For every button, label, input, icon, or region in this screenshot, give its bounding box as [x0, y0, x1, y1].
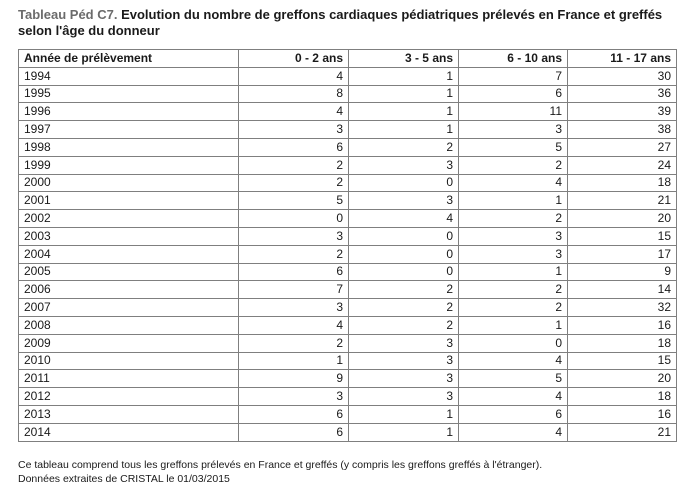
cell-11-17: 18 — [568, 334, 677, 352]
cell-0-2: 3 — [239, 227, 349, 245]
cell-3-5: 1 — [349, 103, 459, 121]
cell-6-10: 6 — [459, 405, 568, 423]
cell-3-5: 1 — [349, 405, 459, 423]
cell-0-2: 3 — [239, 299, 349, 317]
cell-11-17: 24 — [568, 156, 677, 174]
cell-11-17: 18 — [568, 388, 677, 406]
cell-11-17: 30 — [568, 67, 677, 85]
table-row — [19, 227, 677, 245]
cell-6-10: 11 — [459, 103, 568, 121]
cell-year: 2014 — [19, 423, 239, 441]
cell-3-5: 3 — [349, 352, 459, 370]
cell-6-10: 2 — [459, 156, 568, 174]
table-row — [19, 210, 677, 228]
cell-6-10: 2 — [459, 210, 568, 228]
cell-6-10: 1 — [459, 263, 568, 281]
table-row — [19, 103, 677, 121]
cell-0-2: 2 — [239, 174, 349, 192]
cell-year: 1997 — [19, 121, 239, 139]
cell-6-10: 1 — [459, 192, 568, 210]
cell-0-2: 3 — [239, 121, 349, 139]
cell-0-2: 5 — [239, 192, 349, 210]
cell-6-10: 4 — [459, 388, 568, 406]
cell-3-5: 3 — [349, 156, 459, 174]
cell-0-2: 2 — [239, 245, 349, 263]
cell-year: 1998 — [19, 138, 239, 156]
cell-year: 2008 — [19, 316, 239, 334]
cell-6-10: 5 — [459, 138, 568, 156]
cell-year: 2011 — [19, 370, 239, 388]
cell-11-17: 18 — [568, 174, 677, 192]
cell-6-10: 6 — [459, 85, 568, 103]
cell-0-2: 8 — [239, 85, 349, 103]
cell-6-10: 0 — [459, 334, 568, 352]
cell-11-17: 16 — [568, 405, 677, 423]
cell-3-5: 0 — [349, 227, 459, 245]
table-row — [19, 121, 677, 139]
cell-11-17: 27 — [568, 138, 677, 156]
table-row — [19, 370, 677, 388]
cell-11-17: 9 — [568, 263, 677, 281]
cell-year: 2013 — [19, 405, 239, 423]
cell-11-17: 16 — [568, 316, 677, 334]
cell-0-2: 6 — [239, 423, 349, 441]
footnotes — [18, 458, 542, 486]
cell-year: 2010 — [19, 352, 239, 370]
cell-3-5: 1 — [349, 67, 459, 85]
cell-0-2: 6 — [239, 138, 349, 156]
cell-year: 2007 — [19, 299, 239, 317]
cell-11-17: 38 — [568, 121, 677, 139]
cell-6-10: 2 — [459, 299, 568, 317]
column-header-6-10: 6 - 10 ans — [459, 50, 568, 68]
footnote-scope: Ce tableau comprend tous les greffons prélevés en France et greffés (y compris les greffons greffés à l'étranger). — [18, 459, 543, 471]
header-row — [19, 50, 677, 68]
table-row — [19, 281, 677, 299]
cell-11-17: 32 — [568, 299, 677, 317]
table-row — [19, 174, 677, 192]
cell-6-10: 5 — [459, 370, 568, 388]
cell-year: 2000 — [19, 174, 239, 192]
table-row — [19, 138, 677, 156]
cell-year: 2012 — [19, 388, 239, 406]
table-row — [19, 423, 677, 441]
table-row — [19, 192, 677, 210]
cell-11-17: 39 — [568, 103, 677, 121]
cell-year: 1995 — [19, 85, 239, 103]
cell-11-17: 21 — [568, 192, 677, 210]
cell-6-10: 4 — [459, 352, 568, 370]
cell-year: 1996 — [19, 103, 239, 121]
cell-0-2: 7 — [239, 281, 349, 299]
cell-year: 1999 — [19, 156, 239, 174]
cell-6-10: 4 — [459, 423, 568, 441]
cell-3-5: 2 — [349, 299, 459, 317]
table-row — [19, 67, 677, 85]
cell-3-5: 2 — [349, 138, 459, 156]
cell-0-2: 9 — [239, 370, 349, 388]
cell-year: 2009 — [19, 334, 239, 352]
table-row — [19, 156, 677, 174]
table-row — [19, 316, 677, 334]
cell-6-10: 3 — [459, 245, 568, 263]
cell-11-17: 15 — [568, 352, 677, 370]
table-body — [19, 67, 677, 441]
cell-3-5: 3 — [349, 192, 459, 210]
cell-0-2: 4 — [239, 316, 349, 334]
cell-3-5: 3 — [349, 334, 459, 352]
cell-11-17: 15 — [568, 227, 677, 245]
cell-11-17: 36 — [568, 85, 677, 103]
cell-0-2: 2 — [239, 334, 349, 352]
table-row — [19, 388, 677, 406]
cell-6-10: 2 — [459, 281, 568, 299]
cell-year: 1994 — [19, 67, 239, 85]
cell-3-5: 1 — [349, 121, 459, 139]
data-table — [18, 49, 677, 442]
table-row — [19, 85, 677, 103]
table-row — [19, 352, 677, 370]
column-header-0-2: 0 - 2 ans — [239, 50, 349, 68]
footnote-source: Données extraites de CRISTAL le 01/03/2015 — [18, 473, 230, 485]
cell-6-10: 3 — [459, 121, 568, 139]
cell-3-5: 3 — [349, 370, 459, 388]
cell-3-5: 1 — [349, 423, 459, 441]
table-row — [19, 263, 677, 281]
table-number: Tableau Péd C7. — [18, 7, 118, 22]
column-header-3-5: 3 - 5 ans — [349, 50, 459, 68]
cell-year: 2001 — [19, 192, 239, 210]
cell-0-2: 6 — [239, 263, 349, 281]
cell-3-5: 2 — [349, 281, 459, 299]
cell-3-5: 0 — [349, 245, 459, 263]
cell-year: 2003 — [19, 227, 239, 245]
cell-3-5: 3 — [349, 388, 459, 406]
cell-11-17: 20 — [568, 370, 677, 388]
cell-11-17: 14 — [568, 281, 677, 299]
cell-year: 2006 — [19, 281, 239, 299]
cell-11-17: 17 — [568, 245, 677, 263]
cell-3-5: 2 — [349, 316, 459, 334]
table-title — [18, 7, 678, 39]
cell-6-10: 4 — [459, 174, 568, 192]
cell-3-5: 4 — [349, 210, 459, 228]
cell-6-10: 7 — [459, 67, 568, 85]
cell-0-2: 3 — [239, 388, 349, 406]
cell-11-17: 20 — [568, 210, 677, 228]
column-header-11-17: 11 - 17 ans — [568, 50, 677, 68]
cell-3-5: 0 — [349, 174, 459, 192]
cell-6-10: 1 — [459, 316, 568, 334]
cell-0-2: 4 — [239, 67, 349, 85]
cell-year: 2002 — [19, 210, 239, 228]
table-row — [19, 245, 677, 263]
cell-11-17: 21 — [568, 423, 677, 441]
cell-3-5: 0 — [349, 263, 459, 281]
cell-0-2: 0 — [239, 210, 349, 228]
cell-0-2: 2 — [239, 156, 349, 174]
cell-year: 2005 — [19, 263, 239, 281]
cell-6-10: 3 — [459, 227, 568, 245]
table-row — [19, 334, 677, 352]
cell-0-2: 4 — [239, 103, 349, 121]
cell-3-5: 1 — [349, 85, 459, 103]
table-row — [19, 299, 677, 317]
table-row — [19, 405, 677, 423]
column-header-year: Année de prélèvement — [19, 50, 239, 68]
table-caption: Evolution du nombre de greffons cardiaques pédiatriques prélevés en France et greffés selon l'âge du donneur — [18, 7, 663, 38]
cell-0-2: 1 — [239, 352, 349, 370]
cell-0-2: 6 — [239, 405, 349, 423]
cell-year: 2004 — [19, 245, 239, 263]
